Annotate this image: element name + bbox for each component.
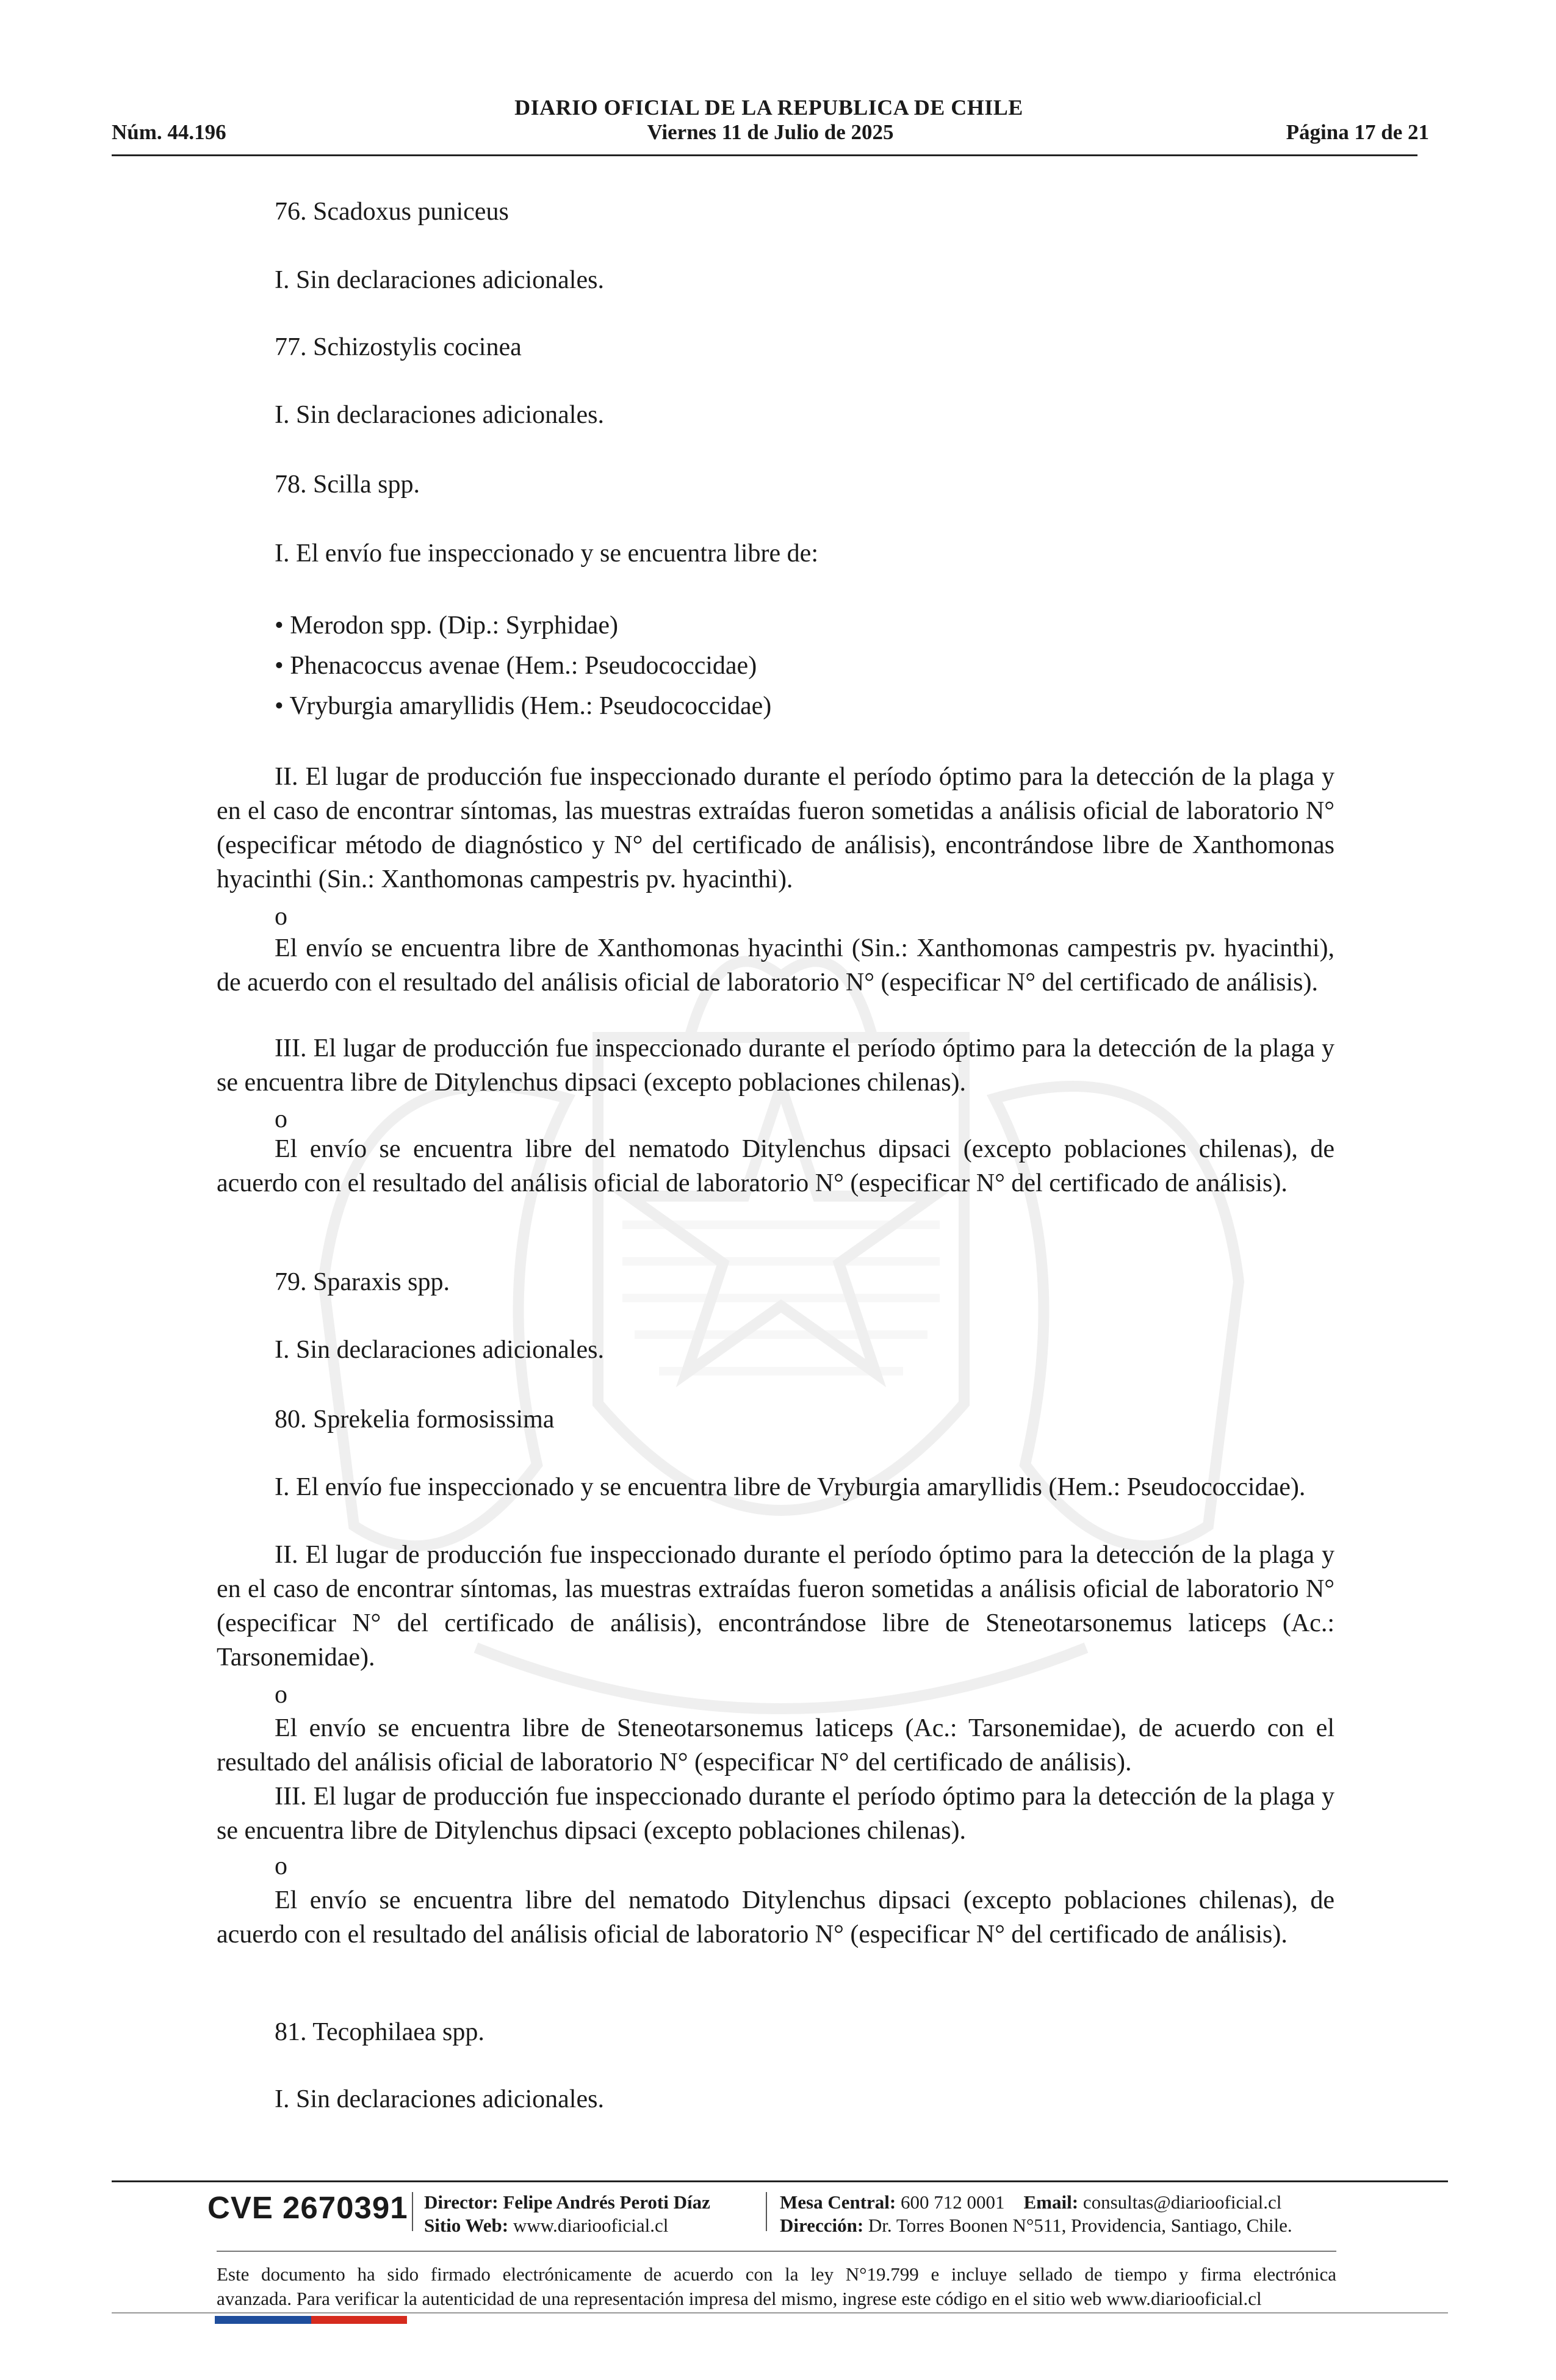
section-80-item-iii: III. El lugar de producción fue inspeccionado durante el período óptimo para la detección de la plaga y se encuentra libre de Ditylenchus dipsaci (excepto poblaciones chilenas). [217, 1783, 1334, 1845]
section-77-item-i: I. Sin declaraciones adicionales. [275, 401, 604, 429]
footer-separator [412, 2192, 413, 2231]
address-label: Dirección: [780, 2215, 864, 2236]
or-separator: o [275, 1681, 287, 1709]
footer-separator [766, 2192, 767, 2231]
section-76-item-i: I. Sin declaraciones adicionales. [275, 266, 604, 294]
director-label: Director: [424, 2191, 499, 2213]
website-label: Sitio Web: [424, 2215, 509, 2236]
email-label: Email: [1023, 2191, 1079, 2213]
or-separator: o [275, 1105, 287, 1133]
section-78-item-ii: II. El lugar de producción fue inspeccionado durante el período óptimo para la detección de la plaga y en el caso de encontrar síntomas, las muestras extraídas fueron sometidas a análisis oficial de laboratorio N° (especificar método de diagnóstico y N° del certificado de análisis), encontrándose libre de Xanthomonas hyacinthi (Sin.: Xanthomonas campestris pv. hyacinthi). [217, 763, 1334, 893]
section-79-item-i: I. Sin declaraciones adicionales. [275, 1336, 604, 1364]
section-80-item-ii-alternative: El envío se encuentra libre de Steneotarsonemus laticeps (Ac.: Tarsonemidae), de acuerdo con el resultado del análisis oficial de laboratorio N° (especificar N° del certificado de análisis). [217, 1714, 1334, 1776]
page-indicator: Página 17 de 21 [1286, 120, 1429, 144]
footer-divider [217, 2251, 1336, 2252]
mesa-central-phone: 600 712 0001 [901, 2191, 1005, 2213]
footer-divider [112, 2312, 1448, 2313]
bullet-item: • Vryburgia amaryllidis (Hem.: Pseudococcidae) [275, 692, 772, 720]
newspaper-title: DIARIO OFICIAL DE LA REPUBLICA DE CHILE [514, 95, 1023, 120]
section-78-item-iii: III. El lugar de producción fue inspeccionado durante el período óptimo para la detección de la plaga y se encuentra libre de Ditylenchus dipsaci (excepto poblaciones chilenas). [217, 1034, 1334, 1097]
section-80-item-iii-alternative: El envío se encuentra libre del nematodo Ditylenchus dipsaci (excepto poblaciones chilenas), de acuerdo con el resultado del análisis oficial de laboratorio N° (especificar N° del certificado de análisis). [217, 1886, 1334, 1949]
legal-note-line: Este documento ha sido firmado electrónicamente de acuerdo con la ley N°19.799 e incluye sellado de tiempo y firma electrónica [217, 2263, 1336, 2285]
section-78-title: 78. Scilla spp. [275, 471, 420, 499]
section-80-item-ii: II. El lugar de producción fue inspeccionado durante el período óptimo para la detección de la plaga y en el caso de encontrar síntomas, las muestras extraídas fueron sometidas a análisis oficial de laboratorio N° (especificar N° del certificado de análisis), encontrándose libre de Steneotarsonemus laticeps (Ac.: Tarsonemidae). [217, 1541, 1334, 1671]
or-separator: o [275, 1852, 287, 1880]
cve-code: CVE 2670391 [207, 2190, 408, 2225]
director-name: Felipe Andrés Peroti Díaz [503, 2191, 710, 2213]
flag-red-stripe [311, 2316, 407, 2324]
bullet-item: • Merodon spp. (Dip.: Syrphidae) [275, 611, 618, 640]
section-80-item-i: I. El envío fue inspeccionado y se encuentra libre de Vryburgia amaryllidis (Hem.: Pseudococcidae). [275, 1473, 1306, 1501]
section-80-title: 80. Sprekelia formosissima [275, 1405, 555, 1433]
chile-flag-stripe-icon [215, 2316, 407, 2324]
section-81-item-i: I. Sin declaraciones adicionales. [275, 2085, 604, 2113]
address-value: Dr. Torres Boonen N°511, Providencia, Santiago, Chile. [868, 2215, 1292, 2236]
section-79-title: 79. Sparaxis spp. [275, 1268, 450, 1296]
legal-note-line: avanzada. Para verificar la autenticidad de una representación impresa del mismo, ingrese este código en el sitio web www.diariooficial.cl [217, 2288, 1262, 2309]
or-separator: o [275, 903, 287, 931]
footer-contact-block [780, 2191, 1292, 2237]
flag-blue-stripe [215, 2316, 311, 2324]
issue-number: Núm. 44.196 [112, 120, 226, 144]
section-77-title: 77. Schizostylis cocinea [275, 333, 522, 361]
section-81-title: 81. Tecophilaea spp. [275, 2018, 484, 2046]
section-78-item-iii-alternative: El envío se encuentra libre del nematodo Ditylenchus dipsaci (excepto poblaciones chilenas), de acuerdo con el resultado del análisis oficial de laboratorio N° (especificar N° del certificado de análisis). [217, 1135, 1334, 1197]
issue-date: Viernes 11 de Julio de 2025 [647, 120, 894, 144]
section-78-item-i: I. El envío fue inspeccionado y se encuentra libre de: [275, 539, 818, 568]
section-78-item-ii-alternative: El envío se encuentra libre de Xanthomonas hyacinthi (Sin.: Xanthomonas campestris pv. hyacinthi), de acuerdo con el resultado del análisis oficial de laboratorio N° (especificar N° del certificado de análisis). [217, 934, 1334, 997]
section-76-title: 76. Scadoxus puniceus [275, 198, 509, 226]
footer-divider [112, 2180, 1448, 2182]
mesa-central-label: Mesa Central: [780, 2191, 896, 2213]
bullet-item: • Phenacoccus avenae (Hem.: Pseudococcidae) [275, 652, 757, 680]
email-link[interactable]: consultas@diariooficial.cl [1082, 2191, 1282, 2213]
website-link[interactable]: www.diariooficial.cl [513, 2215, 669, 2236]
footer-director-block [424, 2191, 710, 2237]
footer-legal-note [217, 2262, 1336, 2311]
